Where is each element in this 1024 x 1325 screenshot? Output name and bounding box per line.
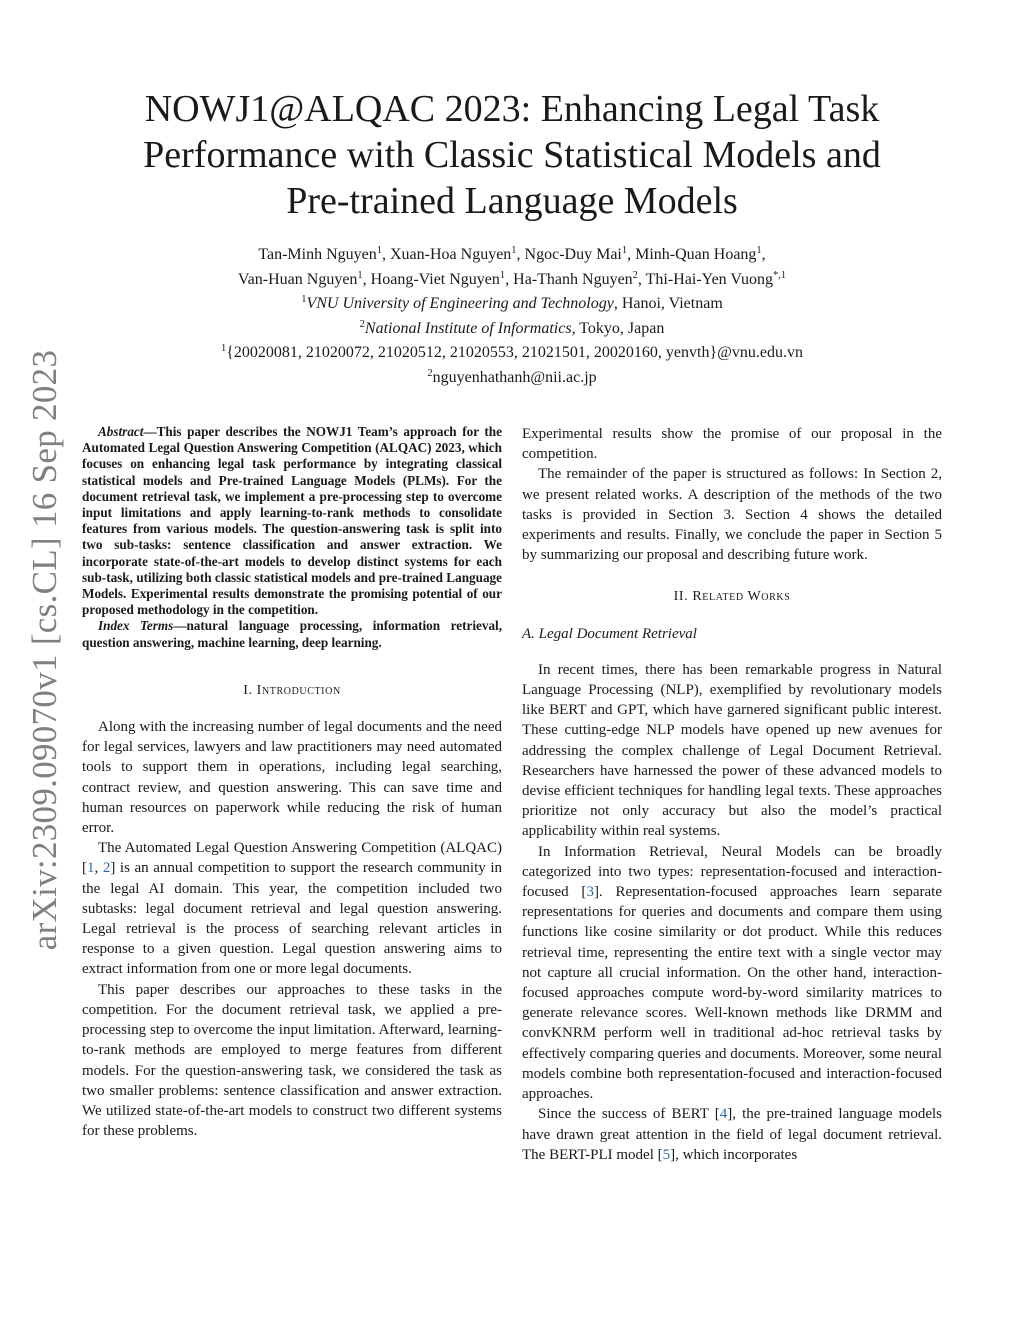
affiliation-marker: 1 [499,269,506,281]
related-paragraph-2 [522,842,942,1105]
separator: , [761,246,766,263]
separator: , [637,270,646,288]
affiliation-marker: 1 [756,245,762,256]
index-terms-label: Index Terms [98,618,174,634]
author-name: Van-Huan Nguyen [237,270,358,288]
affiliation-marker: 2 [632,269,638,281]
affiliation-name: VNU University of Engineering and Technology [306,295,614,312]
separator: , [94,860,103,877]
arxiv-identifier: arXiv:2309.09070v1 [cs.CL] 16 Sep 2023 [25,349,64,951]
affiliation-marker: 1 [511,245,517,256]
abstract [82,424,502,618]
section-heading-related-works: II. Related Works [673,589,791,605]
affiliation-marker: *,1 [772,269,787,281]
citation-link[interactable]: 2 [102,860,111,877]
separator: , [505,270,514,288]
paragraph-text: ]. Representation-focused approaches learn separate representations for queries and documents and compare them using functions like cosine similarity or dot product. While this reduces retrieval time, representing the entire text with a single vector may not capture all crucial information. On the other hand, interaction-focused approaches compute word-by-word similarity matrices to generate relevance scores. Well-known methods like DRMM and convKNRM perform well in traditional ad-hoc retrieval tasks by effectively comparing queries and documents. Moreover, some neural models combine both representation-focused and interaction-focused approaches. [522,884,942,1103]
citation-link[interactable]: 3 [586,884,594,901]
email-line-2 [100,367,924,392]
separator: , [516,246,525,263]
author-block [100,244,924,391]
paragraph-text: ] is an annual competition to support the research community in the legal AI domain. This year, the competition included two subtasks: legal document retrieval and legal question answering. Legal retrieval is the process of searching relevant articles in response to a given question. Legal question answering aims to extract information from one or more legal documents. [82,860,502,978]
affiliation-location: , Hanoi, Vietnam [613,295,723,312]
intro-paragraph-3: This paper describes our approaches to these tasks in the competition. For the document retrieval task, we applied a pre-processing step to overcome the input limitation. Afterward, learning-to-rank methods are employed to merge features from different models. For the question-answering task, we considered the task as two smaller problems: sentence classification and answer extraction. We utilized state-of-the-art models to construct two different systems for these problems. [82,981,502,1140]
author-name: Thi-Hai-Yen Vuong [645,270,773,288]
citation-link[interactable]: 4 [719,1106,728,1123]
paper-title [100,86,924,224]
title-line-1: NOWJ1@ALQAC 2023: Enhancing Legal Task [144,88,880,130]
right-column [522,424,942,1165]
intro-paragraph-2 [82,838,502,979]
intro-paragraph-1: Along with the increasing number of legal documents and the need for legal services, lawyers and law practitioners may need automated tools to support them in operations, including legal searching, contract review, and question answering. This can save time and human resources on paperwork while reducing the risk of human error. [82,719,502,837]
title-line-3: Pre-trained Language Models [286,180,738,222]
affiliation-marker: 1 [357,269,363,281]
index-terms-text: —natural language processing, information retrieval, question answering, machine learning, deep learning. [82,618,502,650]
affiliation-marker: 2 [359,318,365,330]
affiliation-marker: 1 [301,294,307,305]
author-line-2 [100,269,924,294]
affiliation-2 [100,318,924,343]
index-terms [82,618,502,650]
separator: , [382,246,390,263]
affiliation-marker: 2 [427,367,433,379]
citation-link[interactable]: 1 [87,860,95,877]
abstract-text: —This paper describes the NOWJ1 Team’s approach for the Automated Legal Question Answering Competition (ALQAC) 2023, which focuses on enhancing legal task performance by integrating classical statistical models and Pre-trained Language Models (PLMs). For the document retrieval task, we implement a pre-processing step to overcome input limitations and apply learning-to-rank methods to consolidate features from various models. The question-answering task is split into two sub-tasks: sentence classification and answer extraction. We incorporate state-of-the-art models to develop distinct systems for each sub-task, utilizing both classic statistical models and pre-trained Language Models. Experimental results demonstrate the promising potential of our proposed methodology in the competition. [82,424,502,618]
affiliation-location: , Tokyo, Japan [571,319,665,337]
paragraph-text: Since the success of BERT [ [538,1106,720,1123]
affiliation-name: National Institute of Informatics [364,319,572,337]
separator: , [362,270,371,288]
author-name: Hoang-Viet Nguyen [370,270,500,288]
affiliation-marker: 1 [621,245,628,256]
email-line-1 [100,342,924,367]
related-paragraph-1: In recent times, there has been remarkable progress in Natural Language Processing (NLP), exemplified by revolutionary models like BERT and GPT, which have garnered significant public interest. These cutting-edge NLP models have opened up new avenues for addressing the complex challenge of Legal Document Retrieval. Researchers have harnessed the power of these advanced models to devise efficient techniques for handling legal texts. These approaches prioritize not only accuracy but also the model’s practical applicability within real systems. [522,661,942,840]
email-addresses: {20020081, 21020072, 21020512, 21020553, 21021501, 20020160, yenvth}@vnu.edu.vn [226,344,803,361]
email-address: nguyenhathanh@nii.ac.jp [432,368,597,386]
abstract-label: Abstract [98,424,144,439]
subsection-heading-legal-retrieval: A. Legal Document Retrieval [522,625,697,642]
affiliation-marker: 1 [376,245,382,256]
affiliation-marker: 1 [221,343,227,354]
author-line-1 [100,244,924,269]
separator: , [627,246,636,263]
author-name: Ngoc-Duy Mai [524,246,622,263]
paragraph-text: The Automated Legal Question Answering Competition (ALQAC) [ [82,840,502,877]
arxiv-sidebar [0,0,80,1325]
author-name: Ha-Thanh Nguyen [513,270,633,288]
left-column [82,424,502,1141]
section-heading-introduction: I. Introduction [243,682,341,698]
paper-structure-paragraph: The remainder of the paper is structured as follows: In Section 2, we present related works. A description of the methods of the two tasks is provided in Section 3. Section 4 shows the detailed experiments and results. Finally, we conclude the paper in Section 5 by summarizing our proposal and describing future work. [522,466,942,564]
intro-continuation: Experimental results show the promise of our proposal in the competition. [522,426,942,463]
paragraph-text: ], which incorporates [670,1146,798,1163]
author-name: Xuan-Hoa Nguyen [390,246,512,263]
author-name: Minh-Quan Hoang [635,246,757,263]
affiliation-1 [100,293,924,318]
paragraph-text: ], the pre-trained language models have drawn great attention in the field of legal document retrieval. The BERT-PLI model [ [522,1106,942,1163]
author-name: Tan-Minh Nguyen [258,246,377,263]
paragraph-text: In Information Retrieval, Neural Models can be broadly categorized into two types: representation-focused and interaction-focused [ [522,843,942,901]
title-line-2: Performance with Classic Statistical Models and [143,134,881,176]
related-paragraph-3 [522,1104,942,1165]
citation-link[interactable]: 5 [662,1146,671,1163]
